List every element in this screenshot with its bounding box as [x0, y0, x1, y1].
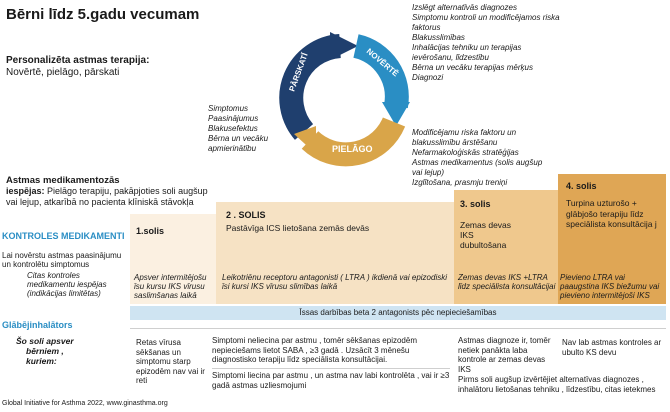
- assess-list: [412, 3, 582, 83]
- consider-step2-divider: [212, 368, 450, 369]
- assess-item: Izslēgt alternatīvās diagnozes: [412, 3, 517, 12]
- adjust-item: Astmas medikamentus (solis augšup: [412, 158, 543, 167]
- consider-cell-step4: Nav lab astmas kontroles ar ubulto KS devu: [562, 338, 662, 357]
- step2-label: 2 . SOLIS: [226, 210, 266, 220]
- adjust-item: blakusslimību ārstēšanu: [412, 138, 498, 147]
- alt-cell-step1: Apsver intermitējošu īsu kursu IKS vīrusu saslimšanas laikā: [134, 273, 207, 300]
- adjust-list: [412, 128, 582, 188]
- step4-label: 4. solis: [566, 181, 597, 191]
- adjust-item: Nefarmakoloģiskās stratēģijas: [412, 148, 519, 157]
- review-item: Simptomus: [208, 104, 249, 113]
- review-item: Paasinājumus: [208, 114, 259, 123]
- review-list: [208, 104, 298, 154]
- consider-heading: [16, 336, 74, 366]
- step3-label: 3. solis: [460, 199, 491, 209]
- reliever-bar: Īssas darbības beta 2 antagonists pēc nepieciešamības: [130, 306, 666, 320]
- personalized-subtitle: Novērtē, pielāgo, pārskati: [6, 67, 120, 78]
- alt-cell-step3: Zemas devas IKS +LTRA līdz speciālista konsultācijai: [458, 273, 556, 291]
- adjust-item: Modificējamu riska faktoru un: [412, 128, 517, 137]
- adjust-item: vai lejup): [412, 168, 445, 177]
- assess-item: Blakusslimības: [412, 33, 465, 42]
- controller-heading: KONTROLES MEDIKAMENTI: [2, 231, 125, 241]
- personalized-heading: Personalizēta astmas terapija:: [6, 55, 150, 66]
- step3-text: Zemas devas IKS dubultošana: [460, 220, 512, 250]
- step4-text: Turpina uzturošo + glābjošo terapiju līdz speciālista konsultācija j: [566, 198, 657, 229]
- review-item: Bērna un vecāku: [208, 134, 269, 143]
- assess-item: Bērna un vecāku terapijas mērķus: [412, 63, 533, 72]
- consider-cell-step3b: Pirms soli augšup izvērtējiet alternatīvas diagnozes , inhalātoru lietošanas tehniku , līdzestību, citas ietekmes: [458, 375, 656, 394]
- consider-row-top-line: [130, 328, 666, 329]
- medication-sub-text: Pielāgo terapiju, pakāpjoties soli augšup vai lejup, atkarībā no pacienta klīniskā stāvokļa: [6, 186, 208, 207]
- reliever-heading: Glābējinhalātors: [2, 320, 73, 330]
- controller-subtitle: Lai novērstu astmas paasinājumu un kontrolētu simptomus: [2, 251, 122, 269]
- page-title: Bērni līdz 5.gadu vecumam: [6, 6, 200, 23]
- assess-item: Inhalācijas tehniku un terapijas: [412, 43, 522, 52]
- review-item: apmierinātību: [208, 144, 257, 153]
- consider-cell-step3a: Astmas diagnoze ir, tomēr netiek panākta laba kontrole ar zemas devas IKS: [458, 336, 551, 374]
- review-label: PĀRSKATĪ: [287, 51, 310, 93]
- assess-label: NOVĒRTĒ: [364, 46, 401, 79]
- review-arrowhead: [330, 32, 358, 60]
- adjust-item: Izglītošana, prasmju treniņi: [412, 178, 508, 187]
- consider-heading-line: bērniem ,: [26, 346, 64, 356]
- assess-item: faktorus: [412, 23, 441, 32]
- alt-cell-step2: Leikotriēnu receptoru antagonisti ( LTRA ) ikdienā vai epizodiski īsi kursi IKS vīrusu slimības laikā: [222, 273, 448, 291]
- step1-box: [130, 214, 216, 268]
- adjust-label: PIELĀGO: [332, 144, 373, 154]
- assess-item: Simptomu kontroli un modificējamos riska: [412, 13, 560, 22]
- consider-cell-step2b: Simptomi liecina par astmu , un astma nav labi kontrolēta , vai ir ≥3 gadā astmas uzliesmojumi: [212, 371, 450, 390]
- alt-options-label: Citas kontroles medikamentu iespējas (indikācijas limitētas): [27, 271, 107, 298]
- review-item: Blakusefektus: [208, 124, 258, 133]
- step2-text: Pastāvīga ICS lietošana zemās devās: [226, 223, 370, 233]
- medication-sub-bold: iespējas:: [6, 186, 45, 196]
- consider-cell-step2a: Simptomi neliecina par astmu , tomēr sēkšanas epizodēm nepieciešams lietot SABA , ≥3 gadā . Uzsācīt 3 mēnešu diagnostisko terapiju līdz speciālista konsultācijai.: [212, 336, 417, 364]
- step1-label: 1.solis: [136, 226, 165, 236]
- medication-heading: Astmas medikamentozās: [6, 175, 120, 186]
- consider-cell-step1: Retas vīrusa sēkšanas un simptomu starp epizodēm nav vai ir reti: [136, 338, 205, 385]
- assess-item: ievērošanu, līdzestību: [412, 53, 489, 62]
- footer-source: Global Initiative for Asthma 2022, www.ginasthma.org: [2, 400, 168, 407]
- alt-cell-step4: Pievieno LTRA vai paaugstina IKS biežumu vai pievieno intermitējoši IKS: [560, 273, 660, 300]
- consider-heading-line: kuriem:: [26, 356, 57, 366]
- assess-item: Diagnozi: [412, 73, 444, 82]
- medication-subtitle: [6, 186, 211, 207]
- consider-heading-line: Šo soli apsver: [16, 336, 74, 346]
